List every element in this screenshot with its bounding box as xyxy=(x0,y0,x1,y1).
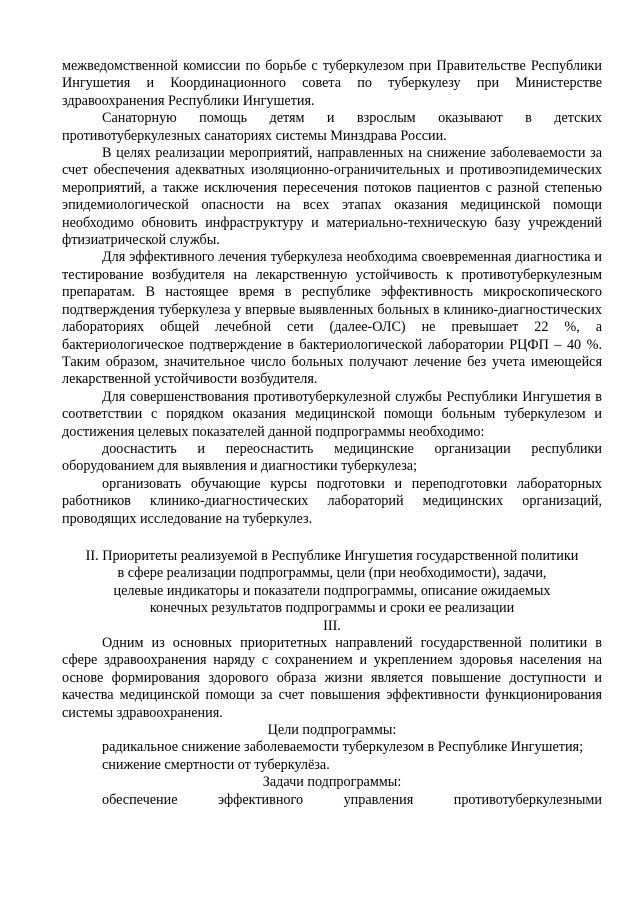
section-heading-line: целевые индикаторы и показатели подпрограммы, описание ожидаемых xyxy=(113,582,551,599)
tasks-title: Задачи подпрограммы: xyxy=(262,774,402,791)
paragraph: Для эффективного лечения туберкулеза необходима своевременная диагностика и тестирование возбудителя на лекарственную устойчивость к противотуберкулезным препаратам. В настоящее время в республике эффективность микроскопического подтверждения туберкулеза у впервые выявленных больных в клинико-диагностических лабораториях общей лечебной сети (далее-ОЛС) не превышает 22 %, а бактериологическое подтверждение в бактериологической лаборатории РЦФП – 40 %. Таким образом, значительное число больных получают лечение без учета имеющейся лекарственной устойчивости возбудителя. xyxy=(62,249,602,388)
section-number: III. xyxy=(323,617,341,634)
list-item: снижение смертности от туберкулёза. xyxy=(102,756,330,773)
paragraph: Одним из основных приоритетных направлений государственной политики в сфере здравоохранения наряду с сохранением и укреплением здоровья населения на основе формирования здорового образа жизни является повышение доступности и качества медицинской помощи за счет повышения эффективности функционирования системы здравоохранения. xyxy=(62,635,602,721)
list-item: организовать обучающие курсы подготовки и переподготовки лабораторных работников клинико-диагностических лабораторий медицинских организаций, проводящих исследование на туберкулез. xyxy=(62,475,602,527)
list-item: дооснастить и переоснастить медицинские организации республики оборудованием для выявления и диагностики туберкулеза; xyxy=(62,440,602,475)
section-heading-line: II. Приоритеты реализуемой в Республике Ингушетия государственной политики xyxy=(85,547,579,564)
section-heading xyxy=(62,548,602,635)
section-heading-line: конечных результатов подпрограммы и сроки ее реализации xyxy=(149,600,515,617)
list-item: радикальное снижение заболеваемости туберкулезом в Республике Ингушетия; xyxy=(102,739,584,756)
paragraph: В целях реализации мероприятий, направленных на снижение заболеваемости за счет обеспечения адекватных изоляционно-ограничительных и противоэпидемических мероприятий, а также исключения пересечения потоков пациентов с разной степенью эпидемиологической опасности на всех этапах оказания медицинской помощи необходимо обновить инфраструктуру и материально-техническую базу учреждений фтизиатрической службы. xyxy=(62,145,602,249)
paragraph: Для совершенствования противотуберкулезной службы Республики Ингушетия в соответствии с порядком оказания медицинской помощи больным туберкулезом и достижения целевых показателей данной подпрограммы необходимо: xyxy=(62,388,602,440)
section-heading-line: в сфере реализации подпрограммы, цели (при необходимости), задачи, xyxy=(117,565,547,582)
list-item: обеспечение эффективного управления противотуберкулезными xyxy=(102,791,602,808)
paragraph: Санаторную помощь детям и взрослым оказывают в детских противотуберкулезных санаториях системы Минздрава России. xyxy=(62,110,602,144)
paragraph: межведомственной комиссии по борьбе с туберкулезом при Правительстве Республики Ингушетия и Координационного совета по туберкулезу при Министерстве здравоохранения Республики Ингушетия. xyxy=(62,58,602,109)
goals-title: Цели подпрограммы: xyxy=(267,722,397,739)
